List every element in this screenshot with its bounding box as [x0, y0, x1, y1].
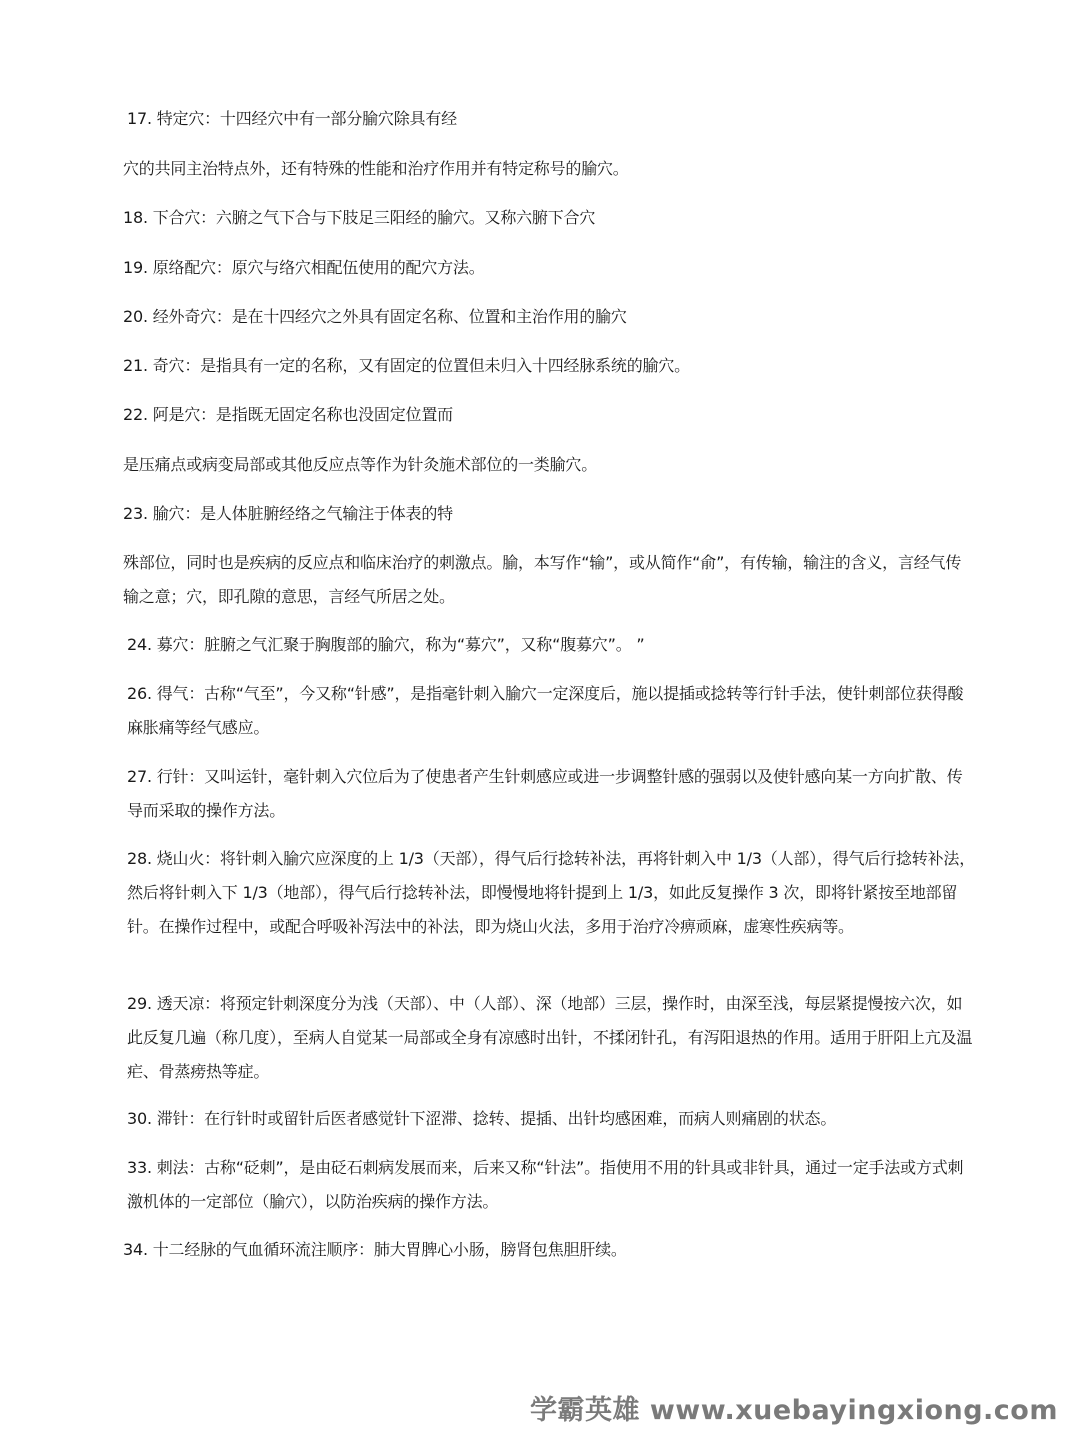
paragraph-22: 22. 阿是穴：是指既无固定名称也没固定位置而 — [123, 405, 453, 424]
paragraph-30: 30. 滞针：在行针时或留针后医者感觉针下涩滞、捻转、提插、出针均感困难，而病人则痛剧的状态。 — [127, 1109, 837, 1128]
paragraph-19: 19. 原络配穴：原穴与络穴相配伍使用的配穴方法。 — [123, 258, 485, 277]
paragraph-18: 18. 下合穴：六腑之气下合与下肢足三阳经的腧穴。又称六腑下合穴 — [123, 208, 596, 227]
paragraph-17-cont: 穴的共同主治特点外，还有特殊的性能和治疗作用并有特定称号的腧穴。 — [123, 159, 629, 178]
paragraph-34: 34. 十二经脉的气血循环流注顺序：肺大胃脾心小肠，膀肾包焦胆肝续。 — [123, 1240, 627, 1259]
paragraph-23: 23. 腧穴：是人体脏腑经络之气输注于体表的特 — [123, 504, 453, 523]
paragraph-33: 33. 刺法：古称“砭刺”，是由砭石刺病发展而来，后来又称“针法”。指使用不用的针具或非针具，通过一定手法或方式刺激机体的一定部位（腧穴），以防治疾病的操作方法。 — [127, 1158, 964, 1211]
paragraph-29: 29. 透天凉：将预定针刺深度分为浅（天部）、中（人部）、深（地部）三层，操作时，由深至浅，每层紧提慢按六次，如此反复几遍（称几度），至病人自觉某一局部或全身有凉感时出针，不揉闭针孔，有泻阳退热的作用。适用于肝阳上亢及温疟、骨蒸痨热等症。 — [127, 994, 973, 1081]
paragraph-26: 26. 得气：古称“气至”，今又称“针感”，是指毫针刺入腧穴一定深度后，施以提插或捻转等行针手法，使针刺部位获得酸麻胀痛等经气感应。 — [127, 684, 964, 737]
paragraph-24: 24. 募穴：脏腑之气汇聚于胸腹部的腧穴，称为“募穴”，又称“腹募穴”。 ” — [127, 635, 645, 654]
paragraph-17: 17. 特定穴：十四经穴中有一部分腧穴除具有经 — [127, 109, 457, 128]
paragraph-28: 28. 烧山火：将针刺入腧穴应深度的上 1/3（天部），得气后行捻转补法，再将针刺入中 1/3（人部），得气后行捻转补法，然后将针刺入下 1/3（地部），得气后行捻转补法，即慢慢地将针提到上 1/3，如此反复操作 3 次，即将针紧按至地部留针。在操作过程中，或配合呼吸补泻法中的补法，即为烧山火法，多用于治疗冷痹顽麻，虚寒性疾病等。 — [127, 849, 976, 936]
watermark: 学霸英雄 www.xuebayingxiong.com — [529, 1395, 1058, 1426]
paragraph-20: 20. 经外奇穴：是在十四经穴之外具有固定名称、位置和主治作用的腧穴 — [123, 307, 627, 326]
paragraph-21: 21. 奇穴：是指具有一定的名称，又有固定的位置但未归入十四经脉系统的腧穴。 — [123, 356, 690, 375]
paragraph-23-cont: 殊部位，同时也是疾病的反应点和临床治疗的刺激点。腧，本写作“输”，或从简作“俞”，有传输，输注的含义，言经气传输之意；穴，即孔隙的意思，言经气所居之处。 — [123, 553, 962, 606]
paragraph-22-cont: 是压痛点或病变局部或其他反应点等作为针灸施术部位的一类腧穴。 — [123, 455, 598, 474]
paragraph-27: 27. 行针：又叫运针，毫针刺入穴位后为了使患者产生针刺感应或进一步调整针感的强弱以及使针感向某一方向扩散、传导而采取的操作方法。 — [127, 767, 963, 820]
